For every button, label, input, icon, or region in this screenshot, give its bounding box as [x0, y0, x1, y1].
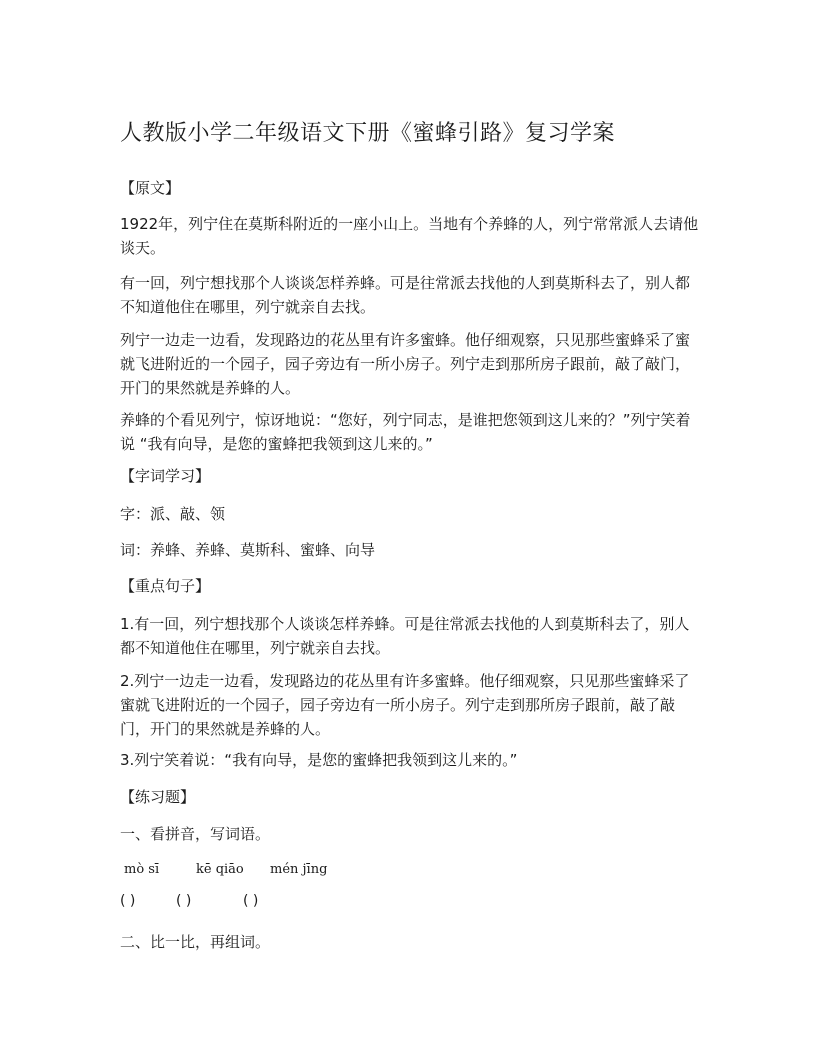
key-sentence: 1.有一回，列宁想找那个人谈谈怎样养蜂。可是往常派去找他的人到莫斯科去了，别人都不知道他住在哪里，列宁就亲自去找。: [120, 615, 690, 657]
pinyin-word: mén jīng: [270, 862, 328, 877]
original-heading: 【原文】: [120, 179, 181, 197]
key-sentence: 3.列宁笑着说：“我有向导，是您的蜜蜂把我领到这儿来的。”: [120, 751, 518, 769]
exercise-question-1: 一、看拼音，写词语。: [120, 825, 271, 843]
original-paragraph: 养蜂的个看见列宁，惊讶地说：“您好，列宁同志，是谁把您领到这儿来的？”列宁笑着说 “我有向导，是您的蜜蜂把我领到这儿来的。”: [120, 411, 691, 453]
vocab-chars: 字：派、敲、领: [120, 505, 226, 523]
vocab-words: 词：养蜂、养蜂、莫斯科、蜜蜂、向导: [120, 541, 376, 559]
exercise-question-2: 二、比一比，再组词。: [120, 933, 271, 951]
original-paragraph: 1922年，列宁住在莫斯科附近的一座小山上。当地有个养蜂的人，列宁常常派人去请他谈天。: [120, 215, 699, 257]
page-title: 人教版小学二年级语文下册《蜜蜂引路》复习学案: [120, 121, 616, 146]
original-paragraph: 列宁一边走一边看，发现路边的花丛里有许多蜜蜂。他仔细观察，只见那些蜜蜂采了蜜就飞进附近的一个园子，园子旁边有一所小房子。列宁走到那所房子跟前，敲了敲门，开门的果然就是养蜂的人。: [120, 331, 691, 397]
pinyin-word: mò sī: [124, 862, 160, 877]
vocab-heading: 【字词学习】: [120, 467, 211, 485]
exercises-heading: 【练习题】: [120, 788, 196, 806]
answer-blank: ( ): [176, 893, 192, 909]
answer-blank: ( ): [120, 893, 136, 909]
original-paragraph: 有一回，列宁想找那个人谈谈怎样养蜂。可是往常派去找他的人到莫斯科去了，别人都不知道他住在哪里，列宁就亲自去找。: [120, 274, 691, 316]
answer-blank: ( ): [243, 893, 259, 909]
pinyin-word: kē qiāo: [196, 862, 244, 877]
key-sentences-heading: 【重点句子】: [120, 577, 211, 595]
key-sentence: 2.列宁一边走一边看，发现路边的花丛里有许多蜜蜂。他仔细观察，只见那些蜜蜂采了蜜就飞进附近的一个园子，园子旁边有一所小房子。列宁走到那所房子跟前，敲了敲门，开门的果然就是养蜂的人。: [120, 672, 690, 738]
